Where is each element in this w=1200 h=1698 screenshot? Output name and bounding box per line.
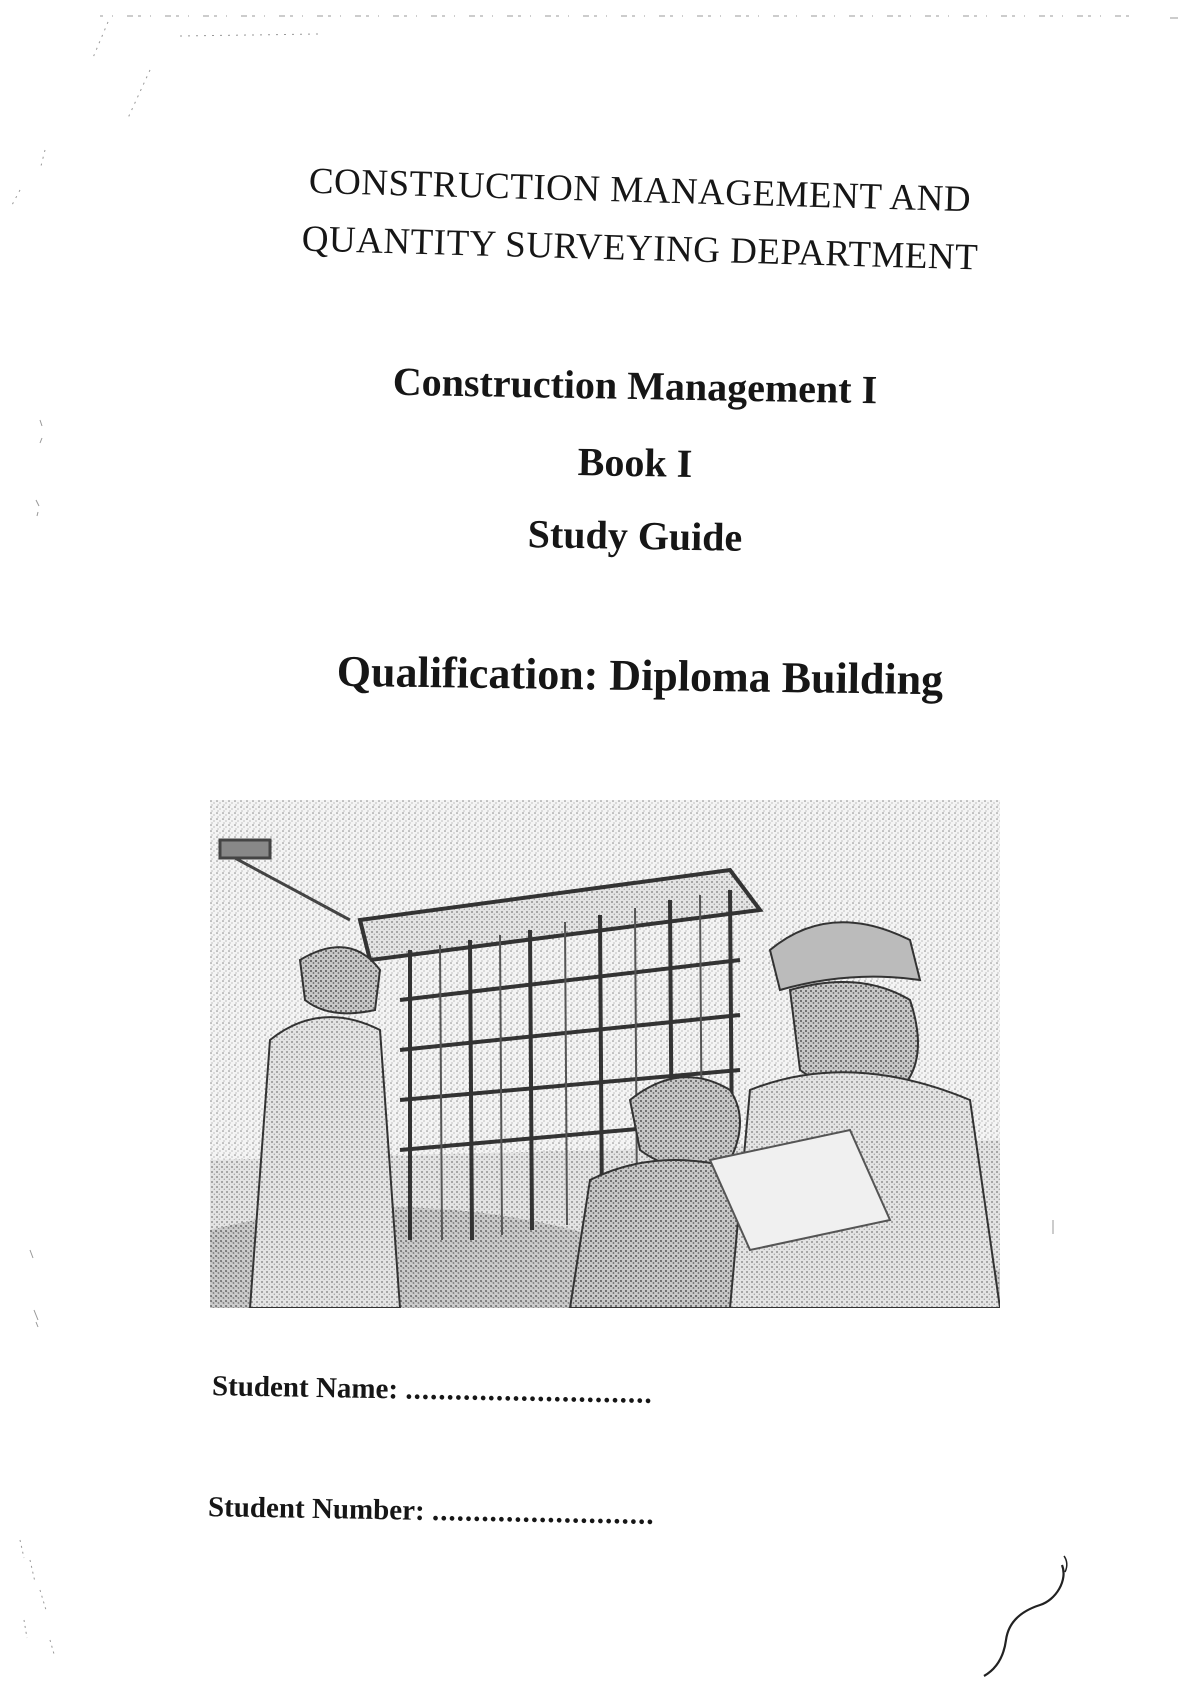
cover-photo [210,800,1000,1308]
student-number-label: Student Number: [207,1491,426,1527]
signature-mark [984,1556,1067,1676]
course-name: Construction Management I [392,358,878,413]
student-name-label: Student Name: [211,1370,399,1406]
department-title-line-2: QUANTITY SURVEYING DEPARTMENT [301,218,979,279]
study-guide-label: Study Guide [527,511,743,560]
student-name-field[interactable] [212,1372,653,1409]
book-label: Book I [577,439,693,486]
qualification-title: Qualification: Diploma Building [336,646,944,705]
department-title-line-1: CONSTRUCTION MANAGEMENT AND [308,160,972,221]
student-number-blank[interactable]: ........................... [431,1495,655,1531]
student-name-blank[interactable]: .............................. [405,1373,654,1410]
student-number-field[interactable] [208,1493,655,1530]
